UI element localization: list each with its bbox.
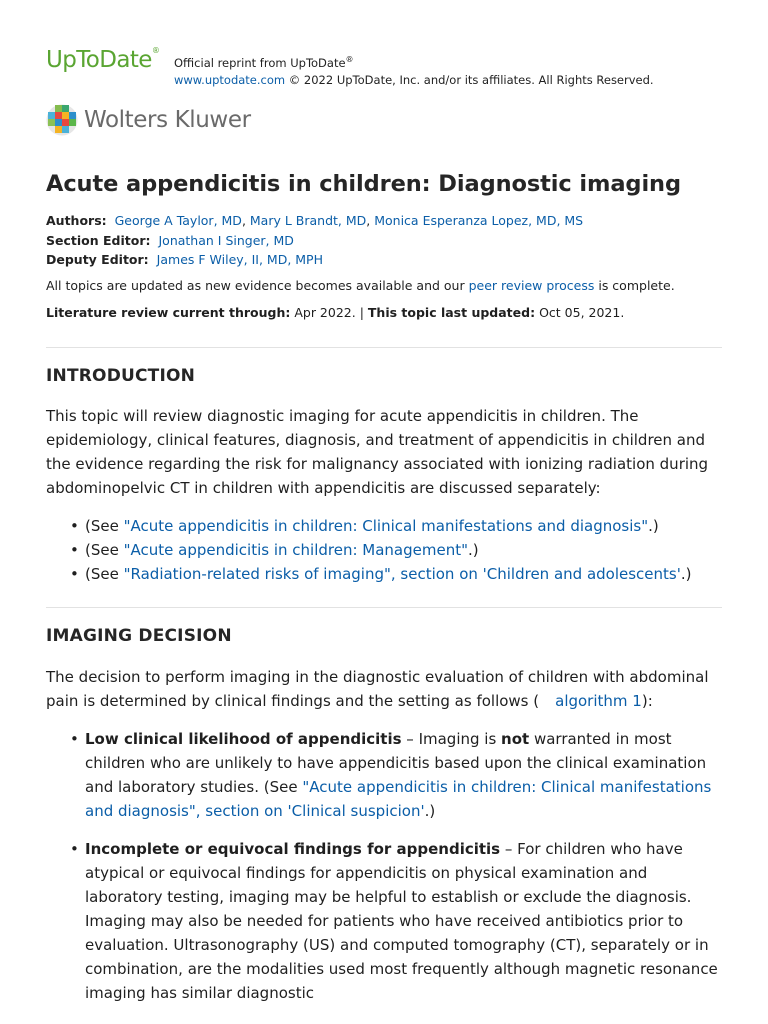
deputy-editor-row bbox=[46, 250, 583, 270]
page-title: Acute appendicitis in children: Diagnostic imaging bbox=[46, 171, 681, 197]
section-editor-row bbox=[46, 231, 583, 251]
bullet-icon: • bbox=[70, 730, 79, 748]
authors-row bbox=[46, 211, 583, 231]
list-item: • Low clinical likelihood of appendicitis – Imaging is not warranted in most children who are unlikely to have appendicitis based upon the clinical examination and laboratory studies. (See "Acute appendicitis in children: Clinical manifestations and diagnosis", section on 'Clinical suspicion'.) bbox=[46, 727, 722, 823]
lit-review-date: Apr 2022. bbox=[294, 305, 356, 320]
bullet-icon: • bbox=[70, 541, 79, 559]
list-item: • (See "Radiation-related risks of imaging", section on 'Children and adolescents'.) bbox=[46, 562, 722, 586]
reprint-label: Official reprint from UpToDate bbox=[174, 55, 346, 70]
update-note: All topics are updated as new evidence becomes available and our peer review process is complete. bbox=[46, 278, 675, 293]
peer-review-link[interactable]: peer review process bbox=[468, 278, 595, 293]
list-item: • (See "Acute appendicitis in children: Management".) bbox=[46, 538, 722, 562]
see-also-list bbox=[46, 514, 722, 586]
authors-list: George A Taylor, MD, Mary L Brandt, MD, Monica Esperanza Lopez, MD, MS bbox=[114, 213, 584, 228]
imaging-decision-intro: The decision to perform imaging in the diagnostic evaluation of children with abdominal pain is determined by clinical findings and the setting as follows ( algorithm 1): bbox=[46, 668, 709, 710]
deputy-editor-label: Deputy Editor: bbox=[46, 252, 149, 267]
bullet-icon: • bbox=[70, 565, 79, 583]
divider bbox=[46, 347, 722, 348]
review-dates: Literature review current through: Apr 2022. | This topic last updated: Oct 05, 2021. bbox=[46, 305, 625, 320]
lit-review-label: Literature review current through: bbox=[46, 305, 291, 320]
list-item: • Incomplete or equivocal findings for appendicitis – For children who have atypical or equivocal findings for appendicitis on physical examination and laboratory testing, imaging may be helpful to establish or exclude the diagnosis. Imaging may also be needed for patients who have received antibiotics prior to evaluation. Ultrasonography (US) and computed tomography (CT), separately or in combination, are the modalities used most frequently although magnetic resonance imaging has similar diagnostic bbox=[46, 837, 722, 1005]
section-editor-label: Section Editor: bbox=[46, 232, 151, 248]
divider bbox=[46, 607, 722, 608]
wolters-kluwer-logo bbox=[46, 104, 251, 136]
last-updated-label: This topic last updated: bbox=[367, 305, 536, 320]
topic-link[interactable]: "Acute appendicitis in children: Management" bbox=[123, 541, 469, 559]
imaging-decision-heading: IMAGING DECISION bbox=[46, 626, 232, 646]
imaging-decision-list bbox=[46, 727, 722, 1019]
section-editor-link[interactable]: Jonathan I Singer, MD bbox=[158, 232, 294, 248]
uptodate-site-link[interactable]: www.uptodate.com bbox=[174, 72, 286, 87]
topic-link[interactable]: "Acute appendicitis in children: Clinical manifestations and diagnosis" bbox=[123, 517, 649, 535]
last-updated-date: Oct 05, 2021. bbox=[539, 305, 625, 320]
bullet-icon: • bbox=[70, 517, 79, 535]
wolters-kluwer-mosaic-icon bbox=[46, 104, 78, 136]
bullet-icon: • bbox=[70, 840, 79, 858]
author-link[interactable]: Mary L Brandt, MD bbox=[249, 213, 367, 228]
reprint-notice: Official reprint from UpToDate® www.uptodate.com © 2022 UpToDate, Inc. and/or its affiliates. All Rights Reserved. bbox=[174, 55, 654, 87]
clinical-suspicion-link[interactable]: "Acute appendicitis in children: Clinical manifestations and diagnosis", section on 'Clinical suspicion' bbox=[85, 778, 712, 820]
publisher-name: Wolters Kluwer bbox=[84, 107, 251, 133]
copyright-text: © 2022 UpToDate, Inc. and/or its affiliates. All Rights Reserved. bbox=[288, 72, 654, 87]
deputy-editor-link[interactable]: James F Wiley, II, MD, MPH bbox=[156, 252, 323, 267]
author-link[interactable]: George A Taylor, MD bbox=[114, 213, 242, 228]
list-item: • (See "Acute appendicitis in children: Clinical manifestations and diagnosis".) bbox=[46, 514, 722, 538]
article-metadata bbox=[46, 211, 583, 270]
introduction-heading: INTRODUCTION bbox=[46, 366, 196, 386]
uptodate-logo[interactable]: UpToDate® bbox=[46, 46, 160, 73]
author-link[interactable]: Monica Esperanza Lopez, MD, MS bbox=[374, 213, 584, 228]
introduction-paragraph: This topic will review diagnostic imaging for acute appendicitis in children. The epidemiology, clinical features, diagnosis, and treatment of appendicitis in children and the evidence regarding the risk for malignancy associated with ionizing radiation during abdominopelvic CT in children with appendicitis are discussed separately: bbox=[46, 407, 709, 497]
topic-link[interactable]: "Radiation-related risks of imaging", section on 'Children and adolescents' bbox=[123, 565, 681, 583]
algorithm-link[interactable]: algorithm 1 bbox=[555, 692, 642, 710]
authors-label: Authors: bbox=[46, 213, 107, 228]
